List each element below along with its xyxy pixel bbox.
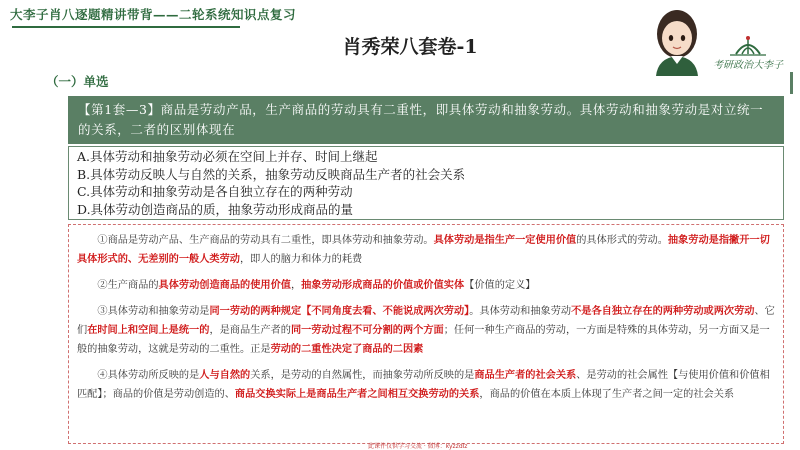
option-b: B.具体劳动反映人与自然的关系，抽象劳动反映商品生产者的社会关系 <box>77 166 466 182</box>
body-text: ，是商品生产者的 <box>209 325 291 336</box>
analysis-paragraph-2 <box>77 276 775 295</box>
highlight-text: 具体劳动是指生产一定使用价值 <box>433 234 577 246</box>
highlight-text: 具体劳动创造商品的使用价值 <box>158 279 291 291</box>
body-text: 。具体劳动和抽象劳动 <box>469 306 572 317</box>
body-text: ④具体劳动所反映的是 <box>97 370 200 381</box>
page-title: 肖秀荣八套卷-1 <box>342 36 478 58</box>
highlight-text: 人与自然的 <box>199 369 251 381</box>
highlight-text: 同一劳动的两种规定【不同角度去看、不能说成两次劳动】 <box>209 305 470 317</box>
highlight-text: 劳动的二重性决定了商品的二因素 <box>270 343 424 355</box>
tree-logo-icon <box>708 32 788 58</box>
highlight-text: 不是各自独立存在的两种劳动或两次劳动 <box>571 305 755 317</box>
body-text: ，即人的脑力和体力的耗费 <box>240 254 363 265</box>
analysis-paragraph-4 <box>77 366 775 404</box>
footer-note: 此课件仅供学习交流 · 微博：kyzzdlz <box>368 443 468 450</box>
body-text: ，商品的价值在本质上体现了生产者之间一定的社会关系 <box>479 389 735 400</box>
analysis-paragraph-1 <box>77 231 775 269</box>
body-text: ②生产商品的 <box>97 280 159 291</box>
body-text: 、是劳动的社会属性【与使用价值和价值相匹配】；商品的价值是劳动创造的、 <box>77 370 770 400</box>
option-d: D.具体劳动创造商品的质，抽象劳动形成商品的量 <box>77 201 354 217</box>
body-text: ；任何一种生产商品的劳动，一方面是特殊的具体劳动，另一方面又是一般的抽象劳动，这就是劳动的二重性。正是 <box>77 325 770 355</box>
logo-text: 考研政治大李子 <box>713 60 783 71</box>
body-text: ①商品是劳动产品、生产商品的劳动具有二重性，即具体劳动和抽象劳动。 <box>97 235 434 246</box>
highlight-text: 在时间上和空间上是统一的 <box>87 324 210 336</box>
analysis-paragraph-3 <box>77 302 775 359</box>
side-accent-bar <box>790 72 793 94</box>
avatar-icon <box>648 4 706 76</box>
body-text: 、它们 <box>77 306 775 336</box>
options-list <box>68 146 784 220</box>
body-text: 的具体形式的劳动。 <box>576 235 668 246</box>
header-underline <box>12 26 240 28</box>
option-a: A.具体劳动和抽象劳动必须在空间上并存、时间上继起 <box>77 149 378 164</box>
highlight-text: 商品生产者的社会关系 <box>474 369 577 381</box>
section-label: （一）单选 <box>46 74 109 89</box>
highlight-text: 抽象劳动是指撇开一切具体形式的、无差别的一般人类劳动 <box>77 234 770 265</box>
brand-logo <box>708 32 788 72</box>
highlight-text: 商品交换实际上是商品生产者之间相互交换劳动的关系 <box>234 388 480 400</box>
option-c: C.具体劳动和抽象劳动是各自独立存在的两种劳动 <box>77 184 353 199</box>
body-text: ③具体劳动和抽象劳动是 <box>97 306 210 317</box>
body-text: ， <box>290 280 302 291</box>
highlight-text: 抽象劳动形成商品的价值或价值实体 <box>301 279 465 291</box>
body-text: 【价值的定义】 <box>464 280 536 291</box>
highlight-text: 同一劳动过程不可分割的两个方面 <box>290 324 444 336</box>
course-title: 大李子肖八逐题精讲带背——二轮系统知识点复习 <box>10 7 297 22</box>
body-text: 关系，是劳动的自然属性，而抽象劳动所反映的是 <box>250 370 475 381</box>
question-stem: 【第1套—3】商品是劳动产品，生产商品的劳动具有二重性，即具体劳动和抽象劳动。具体劳动和抽象劳动是对立统一的关系，二者的区别体现在 <box>68 96 784 144</box>
analysis-panel <box>68 224 784 444</box>
